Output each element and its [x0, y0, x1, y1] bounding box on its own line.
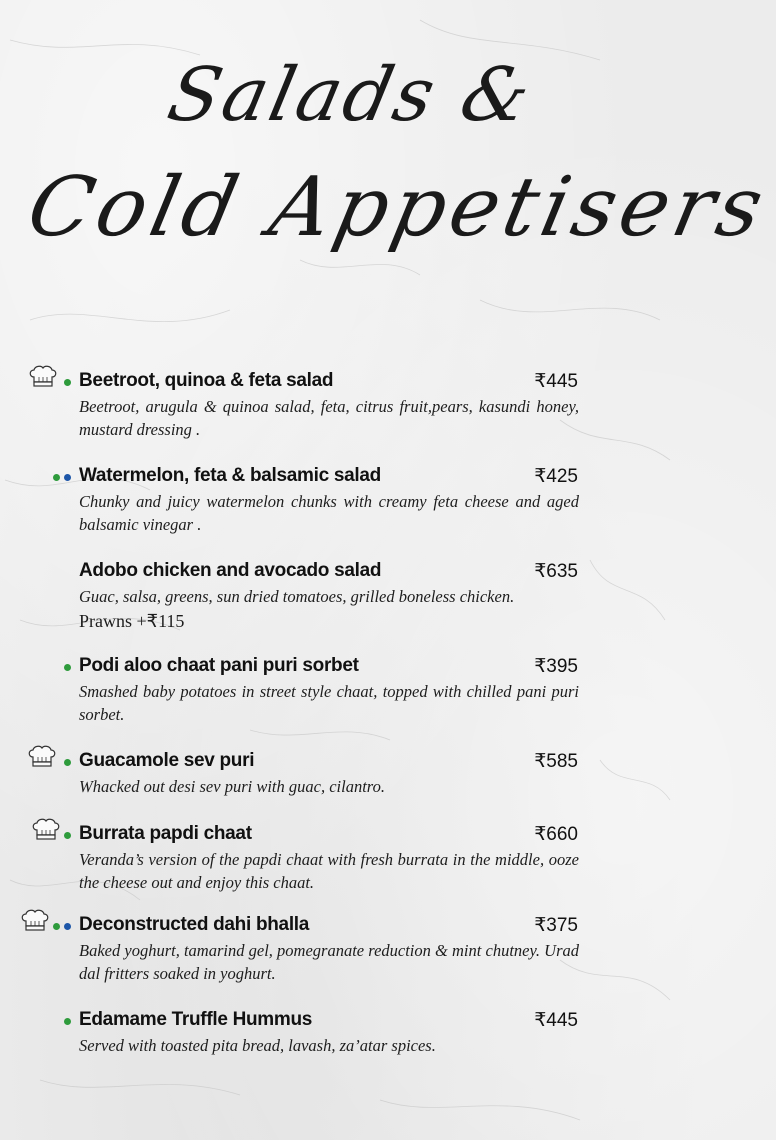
menu-item [0, 465, 674, 536]
item-price: ₹425 [534, 466, 578, 487]
menu-item [0, 560, 674, 633]
item-description: Chunky and juicy watermelon chunks with creamy feta cheese and aged balsamic vinegar . [79, 492, 579, 534]
item-addon: Prawns +₹115 [79, 610, 185, 631]
chef-hat-icon [19, 908, 51, 932]
item-name: Watermelon, feta & balsamic salad [79, 465, 381, 486]
menu-item [0, 655, 674, 726]
item-price: ₹445 [534, 371, 578, 392]
veg-dot-icon [53, 474, 60, 481]
item-description: Veranda’s version of the papdi chaat with fresh burrata in the middle, ooze the cheese out and enjoy this chaat. [79, 850, 579, 892]
menu-item [0, 1009, 674, 1058]
item-name: Beetroot, quinoa & feta salad [79, 370, 334, 391]
menu-title [0, 0, 776, 300]
item-price: ₹585 [534, 751, 578, 772]
veg-dot-icon [64, 1018, 71, 1025]
item-description: Served with toasted pita bread, lavash, za’atar spices. [79, 1036, 436, 1055]
item-name: Burrata papdi chaat [79, 823, 252, 844]
title-line-2: Cold Appetisers [19, 160, 776, 255]
item-name: Edamame Truffle Hummus [79, 1009, 313, 1030]
item-description: Beetroot, arugula & quinoa salad, feta, citrus fruit,pears, kasundi honey, mustard dressing . [79, 397, 579, 439]
veg-dot-icon [53, 923, 60, 930]
item-price: ₹375 [534, 915, 578, 936]
item-description: Whacked out desi sev puri with guac, cilantro. [79, 777, 385, 796]
veg-dot-icon [64, 759, 71, 766]
chef-hat-icon [26, 744, 58, 768]
item-name: Podi aloo chaat pani puri sorbet [79, 655, 359, 676]
item-price: ₹445 [534, 1010, 578, 1031]
item-price: ₹660 [534, 824, 578, 845]
item-description: Smashed baby potatoes in street style chaat, topped with chilled pani puri sorbet. [79, 682, 579, 724]
menu-item [0, 370, 674, 441]
menu-item [0, 750, 674, 799]
chef-hat-icon [30, 817, 62, 841]
blue-dot-icon [64, 923, 71, 930]
veg-dot-icon [64, 832, 71, 839]
item-name: Guacamole sev puri [79, 750, 255, 771]
veg-dot-icon [64, 379, 71, 386]
veg-dot-icon [64, 664, 71, 671]
item-price: ₹635 [534, 561, 578, 582]
item-description: Guac, salsa, greens, sun dried tomatoes, grilled boneless chicken. [79, 587, 515, 606]
blue-dot-icon [64, 474, 71, 481]
menu-item [0, 823, 674, 894]
menu-item [0, 914, 674, 985]
title-line-1: Salads & [160, 52, 541, 138]
item-description: Baked yoghurt, tamarind gel, pomegranate reduction & mint chutney. Urad dal fritters soaked in yoghurt. [79, 941, 579, 983]
item-name: Deconstructed dahi bhalla [79, 914, 310, 935]
item-name: Adobo chicken and avocado salad [79, 560, 382, 581]
item-price: ₹395 [534, 656, 578, 677]
chef-hat-icon [27, 364, 59, 388]
